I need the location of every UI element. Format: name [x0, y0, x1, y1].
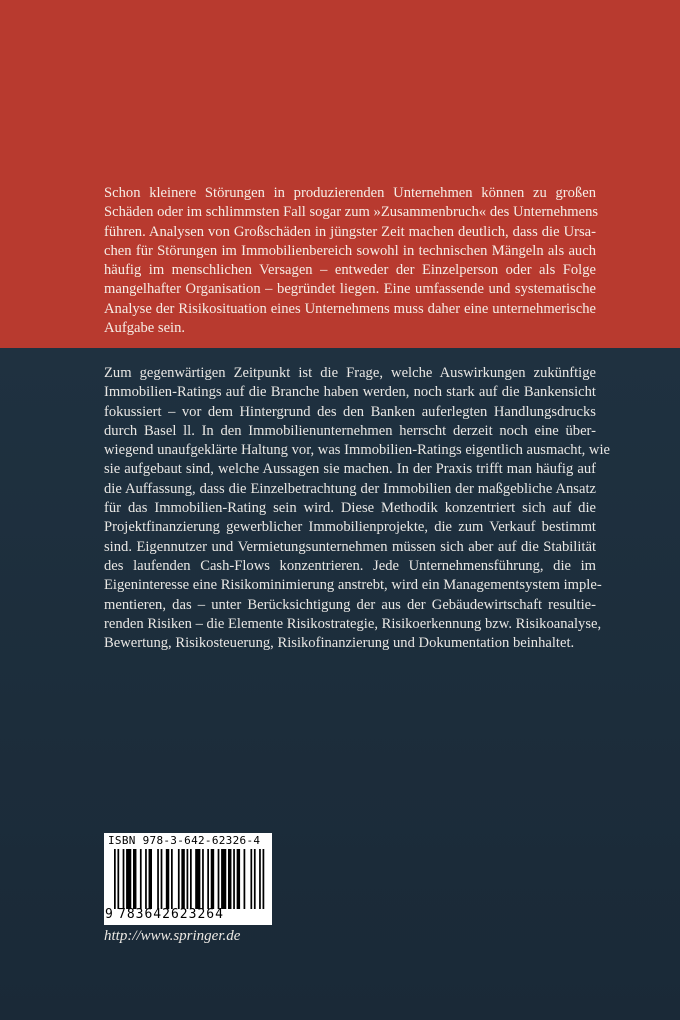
barcode-bar: [117, 849, 119, 909]
barcode-bar: [123, 849, 125, 909]
barcode-bar: [263, 849, 265, 909]
text-line: durch Basel ll. In den Immobilienunternehmen herrscht derzeit noch eine über-: [104, 422, 596, 439]
barcode-bar: [233, 849, 235, 909]
barcode-bar: [166, 849, 169, 909]
barcode-bar: [187, 849, 189, 909]
barcode-bar: [145, 849, 147, 909]
text-line: fokussiert – vor dem Hintergrund des den Banken auferlegten Handlungsdrucks: [104, 403, 596, 420]
barcode-bar: [149, 849, 152, 909]
barcode-bar: [218, 849, 220, 909]
text-line: Schäden oder im schlimmsten Fall sogar zum »Zusammenbruch« des Unternehmens: [104, 204, 599, 221]
barcode-bar: [171, 849, 173, 909]
text-line: Projektfinanzierung gewerblicher Immobilienprojekte, die zum Verkauf bestimmt: [104, 519, 596, 536]
barcode-digit-groups: 783642623264: [118, 907, 224, 922]
text-line: mentieren, das – unter Berücksichtigung der aus der Gebäudewirtschaft resultie-: [104, 596, 596, 613]
barcode-bar: [181, 849, 184, 909]
text-line: Zum gegenwärtigen Zeitpunkt ist die Frage, welche Auswirkungen zukünftige: [104, 365, 596, 381]
text-line: sind. Eigennutzer und Vermietungsunternehmen müssen sich aber auf die Stabilität: [104, 538, 596, 555]
text-line: Analyse der Risikosituation eines Unternehmens muss daher eine unternehmerische: [104, 300, 596, 317]
barcode-bar: [161, 849, 163, 909]
text-line: renden Risiken – die Elemente Risikostrategie, Risikoerkennung bzw. Risikoanalyse,: [104, 615, 602, 632]
text-line: für das Immobilien-Rating sein wird. Diese Methodik konzentriert sich auf die: [104, 500, 596, 517]
text-line: des laufenden Cash-Flows konzentrieren. Jede Unternehmensführung, die im: [104, 557, 596, 574]
barcode-bar: [228, 849, 231, 909]
text-line: Schon kleinere Störungen in produzierenden Unternehmen können zu großen: [104, 185, 596, 201]
text-line: Bewertung, Risikosteuerung, Risikofinanzierung und Dokumentation beinhaltet.: [104, 635, 575, 652]
barcode-bar: [133, 849, 136, 909]
barcode-bar: [114, 849, 116, 909]
barcode-bar: [140, 849, 142, 909]
barcode-bar: [250, 849, 252, 909]
barcode-bar: [259, 849, 261, 909]
text-line: wiegend unaufgeklärte Haltung vor, was Immobilien-Ratings eigentlich ausmacht, wie: [104, 442, 610, 459]
barcode-bar: [190, 849, 192, 909]
barcode-bar: [178, 849, 180, 909]
barcode-first-digit: 9: [105, 907, 114, 922]
text-line: Immobilien-Ratings auf die Branche haben werden, noch stark auf die Bankensicht: [104, 384, 596, 401]
barcode-bar: [244, 849, 246, 909]
text-line: sie aufgebaut sind, welche Aussagen sie machen. In der Praxis trifft man häufig auf: [104, 461, 596, 478]
text-line: Eigeninteresse eine Risikominimierung anstrebt, wird ein Managementsystem imple-: [104, 577, 602, 594]
isbn-barcode: [104, 833, 272, 925]
barcode-bar: [237, 849, 240, 909]
barcode-bar: [126, 849, 131, 909]
barcode-bar: [221, 849, 226, 909]
text-line: chen für Störungen im Immobilienbereich sowohl in technischen Mängeln als auch: [104, 242, 596, 259]
description-paragraph: [104, 364, 610, 653]
barcode-bar: [211, 849, 214, 909]
publisher-url[interactable]: http://www.springer.de: [104, 928, 241, 944]
isbn-label: ISBN 978-3-642-62326-4: [108, 834, 261, 847]
barcode-bar: [207, 849, 209, 909]
text-line: häufig im menschlichen Versagen – entweder der Einzelperson oder als Folge: [104, 262, 596, 279]
barcode-bar: [195, 849, 200, 909]
text-line: führen. Analysen von Großschäden in jüngster Zeit machen deutlich, dass die Ursa-: [104, 223, 596, 240]
text-line: mangelhafter Organisation – begründet liegen. Eine umfassende und systematische: [104, 281, 596, 298]
barcode-bar: [202, 849, 204, 909]
text-line: die Auffassung, dass die Einzelbetrachtung der Immobilien der maßgebliche Ansatz: [104, 480, 596, 497]
barcode-bar: [157, 849, 159, 909]
intro-paragraph: [104, 184, 599, 338]
text-line: Aufgabe sein.: [104, 320, 186, 337]
barcode-bar: [254, 849, 256, 909]
barcode-bars: [114, 849, 266, 909]
